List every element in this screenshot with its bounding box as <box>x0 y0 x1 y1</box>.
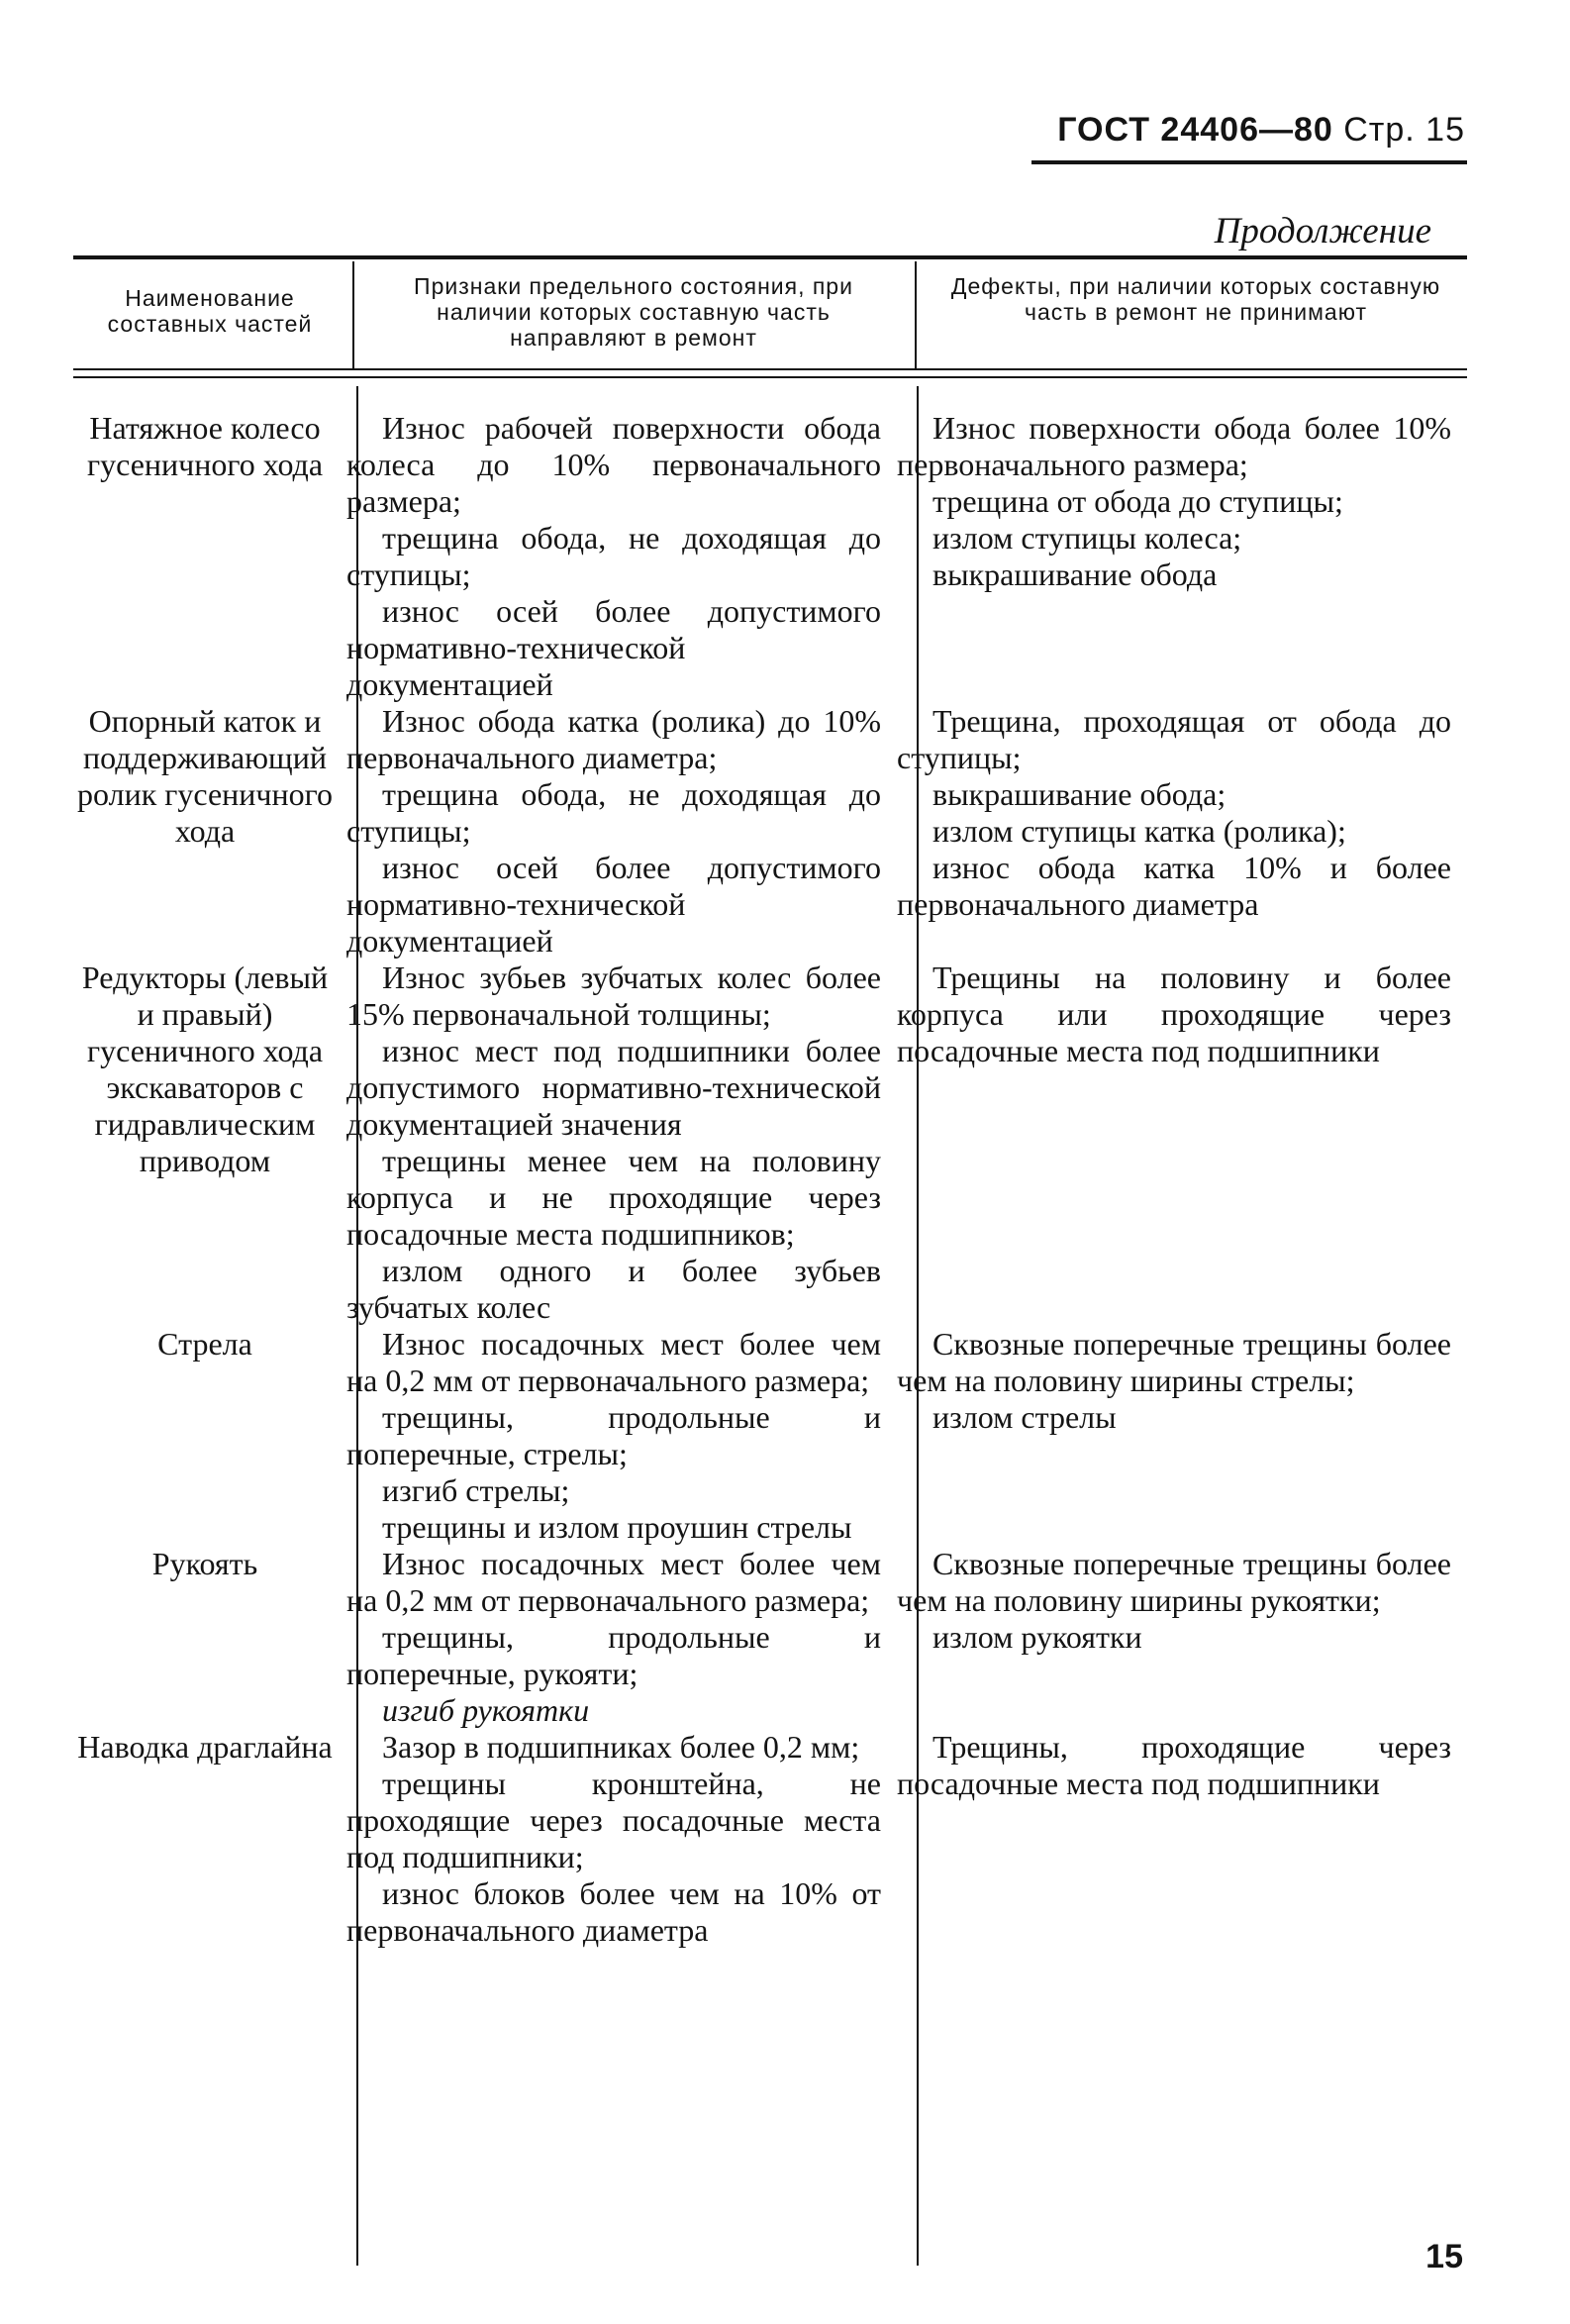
criterion-text: износ осей более допустимого нормативно-технической документацией <box>346 593 881 702</box>
page-label: Стр. 15 <box>1343 111 1465 149</box>
criterion-text: износ мест под подшипники более допустимого нормативно-технической документацией значения <box>346 1033 881 1142</box>
page-header <box>1030 111 1465 150</box>
header-underline <box>1031 160 1467 164</box>
column-header-part-name: Наименование составных частей <box>107 285 313 337</box>
criterion-text: трещины и излом проушин стрелы <box>382 1509 852 1545</box>
header-bottom-rule <box>73 368 1467 370</box>
rejection-defects-cell <box>897 703 1451 960</box>
defect-text: выкрашивание обода; <box>932 776 1227 812</box>
rejection-defects-cell <box>897 1546 1451 1729</box>
defect-text: Трещины на половину и более корпуса или проходящие через посадочные места под подшипники <box>897 960 1451 1068</box>
continuation-label: Продолжение <box>1214 211 1431 252</box>
defect-text: излом рукоятки <box>932 1619 1142 1655</box>
defect-text: Трещина, проходящая от обода до ступицы; <box>897 703 1451 775</box>
repair-criteria-cell <box>346 1729 881 1949</box>
repair-criteria-cell <box>346 1546 881 1729</box>
defect-text: выкрашивание обода <box>932 556 1218 592</box>
rejection-defects-cell <box>897 410 1451 703</box>
rejection-defects-cell <box>897 960 1451 1326</box>
criterion-text: Зазор в подшипниках более 0,2 мм; <box>382 1729 860 1765</box>
table-row <box>73 1546 1467 1729</box>
standard-code: ГОСТ 24406—80 <box>1057 111 1333 149</box>
criterion-text: трещины менее чем на половину корпуса и не проходящие через посадочные места подшипников; <box>346 1143 881 1252</box>
defect-text: излом стрелы <box>932 1399 1117 1435</box>
column-header-rejection-defects: Дефекты, при наличии которых составную часть в ремонт не принимают <box>950 273 1441 325</box>
defect-text: Сквозные поперечные трещины более чем на половину ширины стрелы; <box>897 1326 1451 1398</box>
part-name: Редукторы (левый и правый) гусеничного хода экскаваторов с гидравлическим приводом <box>81 960 329 1178</box>
defect-text: Износ поверхности обода более 10% первоначального размера; <box>897 410 1451 482</box>
rejection-defects-cell <box>897 1729 1451 1949</box>
part-name: Опорный каток и поддерживающий ролик гусеничного хода <box>77 703 333 849</box>
criterion-text: Износ зубьев зубчатых колес более 15% первоначальной толщины; <box>346 960 881 1032</box>
criterion-text: износ осей более допустимого нормативно-технической документацией <box>346 850 881 959</box>
defect-text: излом ступицы катка (ролика); <box>932 813 1346 849</box>
table-row <box>73 410 1467 703</box>
column-divider <box>915 261 917 368</box>
criterion-text: излом одного и более зубьев зубчатых колес <box>346 1253 881 1325</box>
table-row <box>73 1729 1467 1949</box>
table-row <box>73 703 1467 960</box>
rejection-defects-cell <box>897 1326 1451 1546</box>
criterion-text: Износ рабочей поверхности обода колеса до 10% первоначального размера; <box>346 410 881 519</box>
defect-text: Сквозные поперечные трещины более чем на половину ширины рукоятки; <box>897 1546 1451 1618</box>
defect-text: излом ступицы колеса; <box>932 520 1242 556</box>
criterion-text: трещина обода, не доходящая до ступицы; <box>346 776 881 849</box>
criterion-text: Износ посадочных мест более чем на 0,2 мм от первоначального размера; <box>346 1546 881 1618</box>
repair-criteria-cell <box>346 1326 881 1546</box>
column-header-repair-criteria: Признаки предельного состояния, при наличии которых составную часть направляют в ремонт <box>414 273 853 351</box>
table-row <box>73 1326 1467 1546</box>
column-divider <box>352 261 354 368</box>
part-name: Натяжное колесо гусеничного хода <box>86 410 324 482</box>
criterion-text: Износ посадочных мест более чем на 0,2 мм от первоначального размера; <box>346 1326 881 1398</box>
repair-criteria-cell <box>346 410 881 703</box>
part-name: Рукоять <box>151 1546 258 1581</box>
header-bottom-rule <box>73 376 1467 378</box>
part-name: Наводка драглайна <box>77 1729 333 1765</box>
criterion-text: трещины, продольные и поперечные, стрелы; <box>346 1399 881 1471</box>
repair-criteria-cell <box>346 960 881 1326</box>
repair-criteria-cell <box>346 703 881 960</box>
criterion-text: Износ обода катка (ролика) до 10% первоначального диаметра; <box>346 703 881 775</box>
criterion-text: изгиб рукоятки <box>382 1692 590 1728</box>
page-number: 15 <box>1425 2238 1463 2275</box>
defect-text: трещина от обода до ступицы; <box>932 483 1343 519</box>
table-row <box>73 960 1467 1326</box>
table-top-rule <box>73 255 1467 259</box>
criterion-text: трещины, продольные и поперечные, рукояти; <box>346 1619 881 1691</box>
criterion-text: изгиб стрелы; <box>382 1472 570 1508</box>
defect-text: износ обода катка 10% и более первоначального диаметра <box>897 850 1451 922</box>
criterion-text: износ блоков более чем на 10% от первоначального диаметра <box>346 1875 881 1948</box>
criterion-text: трещины кронштейна, не проходящие через посадочные места под подшипники; <box>346 1766 881 1874</box>
part-name: Стрела <box>157 1326 252 1362</box>
defect-text: Трещины, проходящие через посадочные места под подшипники <box>897 1729 1451 1801</box>
table-body <box>73 410 1467 1949</box>
criterion-text: трещина обода, не доходящая до ступицы; <box>346 520 881 592</box>
